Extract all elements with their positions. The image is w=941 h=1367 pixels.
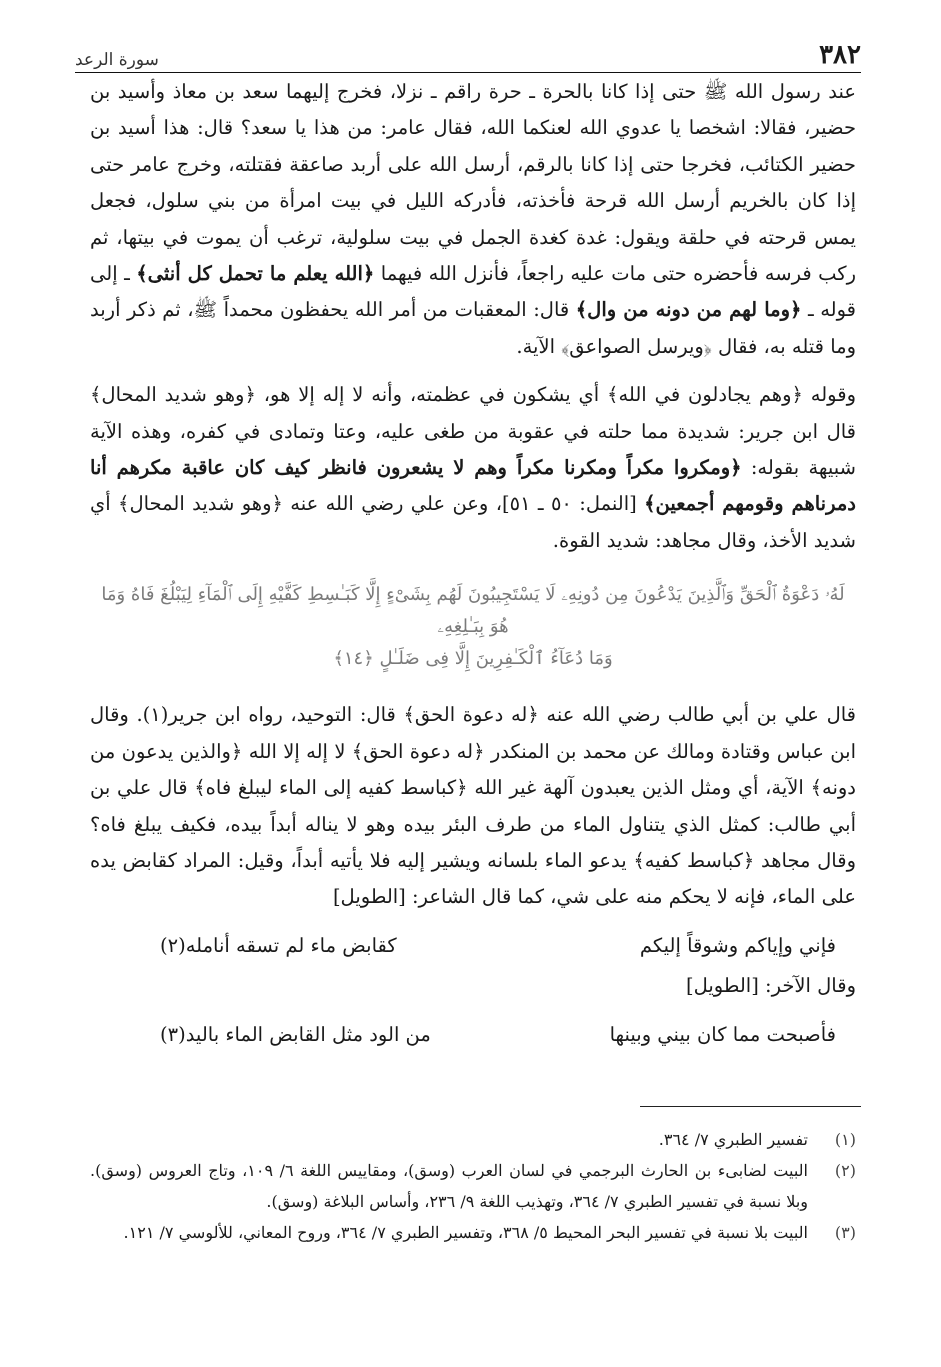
footnote-number: (٣) (834, 1223, 856, 1242)
page-header (75, 30, 861, 70)
paragraph-3: قال علي بن أبي طالب رضي الله عنه ﴿له دعوة الحق﴾ قال: التوحيد، رواه ابن جرير(١). وقال ابن عباس وقتادة ومالك عن محمد بن المنكدر ﴿له دعوة الحق﴾ لا إله إلا الله ﴿والذين يدعون من دونه﴾ الآية، أي ومثل الذين يعبدون آلهة غير الله ﴿كباسط كفيه إلى الماء ليبلغ فاه﴾ قال علي بن أبي طالب: كمثل الذي يتناول الماء من طرف البئر بيده وهو لا يناله أبداً بيده، فكيف يبلغ فاه؟ وقال مجاهد ﴿كباسط كفيه﴾ يدعو الماء بلسانه ويشير إليه فلا يأتيه أبداً، وقيل: المراد كقابض يده على الماء، فإنه لا يحكم منه على شي، كما قال الشاعر: [الطويل] (90, 703, 857, 909)
verse-1-hemistich-left: كقابض ماء لم تسقه أنامله(٢) (160, 933, 397, 957)
verse-1-hemistich-right: فإني وإياكم وشوقاً إليكم (639, 933, 836, 957)
ayah-line-2: وَمَا دُعَآءُ ٱلْكَـٰفِرِينَ إِلَّا فِى ضَلَـٰلٍ ﴿١٤﴾ (333, 648, 613, 670)
footnote-divider (640, 1106, 861, 1107)
quran-ayah-block (90, 573, 856, 681)
page-number: ٣٨٢ (819, 40, 861, 70)
paragraph-1-quote-a: ﴿الله يعلم ما تحمل كل أنثى﴾ (136, 262, 375, 286)
poem-verse-2 (90, 1017, 856, 1053)
paragraph-2-text-a: وقوله ﴿وهم يجادلون في الله﴾ أي يشكون في عظمته، وأنه لا إله إلا هو، ﴿وهو شديد المحال﴾ قال ابن جرير: شديدة مما حلته في عقوبة من طغى عليه، وعتا وتمادى في كفره، وهذه الآية شبيهة بقوله: (90, 383, 856, 480)
footnote-number: (١) (834, 1130, 856, 1149)
paragraph-1-text-a: عند رسول الله ﷺ حتى إذا كانا بالحرة ـ حرة راقم ـ نزلا، فخرج إليهما سعد بن معاذ وأسيد بن حضير، فقالا: اشخصا يا عدوي الله لعنكما الله، فقال عامر: من هذا يا سعد؟ قال: هذا أسيد بن حضير الكتائب، فخرجا حتى إذا كانا بالرقم، أرسل الله على أربد صاعقة فقتلته، وخرج عامر حتى إذا كان بالخريم أرسل الله قرحة فأخذته، فأدركه الليل في بيت امرأة من بني سلول، فجعل يمس قرحته في حلقة ويقول: غدة كغدة الجمل في بيت سلولية، ترغب أن يموت في بيتها، ثم ركب فرسه فأحضره حتى مات عليه راجعاً، فأنزل الله فيهما (90, 80, 856, 286)
poem-meter-label: وقال الآخر: [الطويل] (685, 974, 856, 998)
poem-verse-1 (90, 928, 856, 964)
verse-2-hemistich-left: من الود مثل القابض الماء باليد(٣) (160, 1022, 431, 1046)
footnote-text: تفسير الطبري ٧/ ٣٦٤. (658, 1130, 808, 1149)
surah-name: سورة الرعد (75, 50, 159, 70)
footnotes (90, 1124, 856, 1248)
paragraph-2 (90, 377, 856, 559)
footnote-number: (٢) (834, 1161, 856, 1180)
footnote-1 (90, 1124, 856, 1155)
footnote-text: البيت لضابىء بن الحارث البرجمي في لسان العرب (وسق)، ومقاييس اللغة ٦/ ١٠٩، وتاج العروس (وسق). وبلا نسبة في تفسير الطبري ٧/ ٣٦٤، وتهذيب اللغة ٩/ ٢٣٦، وأساس البلاغة (وسق). (90, 1161, 808, 1211)
paragraph-1-text-c: قال: المعقبات من أمر الله يحفظون محمداً ﷺ، ثم ذكر أربد وما قتله به، فقال ﴿ويرسل الصواعق﴾ الآية. (90, 298, 856, 358)
footnote-text: البيت بلا نسبة في تفسير البحر المحيط ٥/ ٣٦٨، وتفسير الطبري ٧/ ٣٦٤، وروح المعاني، للألوسي ٧/ ١٢١. (123, 1223, 808, 1242)
footnote-3 (90, 1217, 856, 1248)
paragraph-1-quote-b: ﴿وما لهم من دونه من وال﴾ (575, 298, 802, 322)
paragraph-2-quote: ﴿ومكروا مكراً ومكرنا مكراً وهم لا يشعرون فانظر كيف كان عاقبة مكرهم أنا دمرناهم وقومهم أجمعين﴾ (90, 456, 856, 516)
main-text (90, 74, 856, 1057)
header-divider (75, 72, 861, 73)
paragraph-1-text-b: ـ إلى قوله ـ (90, 262, 856, 322)
paragraph-2-text-b: [النمل: ٥٠ ـ ٥١]، وعن علي رضي الله عنه ﴿وهو شديد المحال﴾ أي شديد الأخذ، وقال مجاهد: شديد القوة. (90, 492, 856, 552)
ayah-line-1: لَهُۥ دَعْوَةُ ٱلْحَقِّ وَٱلَّذِينَ يَدْعُونَ مِن دُونِهِۦ لَا يَسْتَجِيبُونَ لَهُم بِشَىْءٍ إِلَّا كَبَـٰسِطِ كَفَّيْهِ إِلَى ٱلْمَآءِ لِيَبْلُغَ فَاهُ وَمَا هُوَ بِبَـٰلِغِهِۦ (101, 584, 845, 638)
footnote-2 (90, 1155, 856, 1217)
verse-2-hemistich-right: فأصبحت مما كان بيني وبينها (609, 1022, 836, 1046)
paragraph-1 (90, 74, 856, 365)
